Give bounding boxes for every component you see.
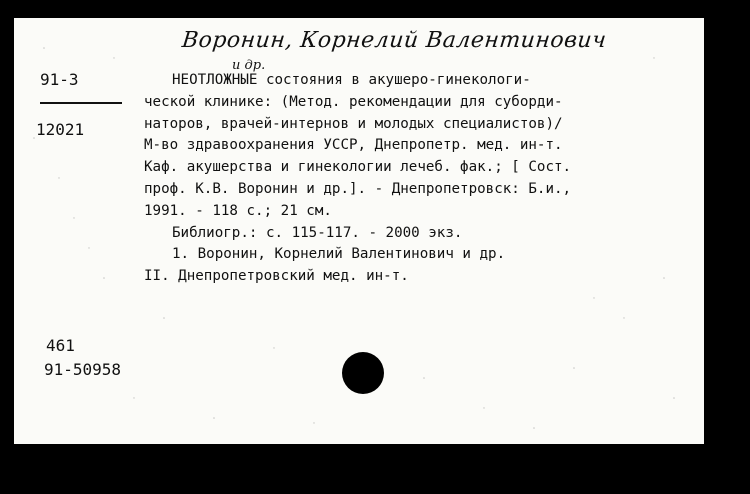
bibliographic-description [144, 70, 694, 288]
shelf-mark-divider [40, 102, 122, 104]
call-number-1: 461 [46, 336, 75, 355]
heading-note: и др. [232, 58, 266, 73]
description-line: Библиогр.: с. 115-117. - 2000 экз. [172, 224, 463, 241]
description-line: Каф. акушерства и гинекологии лечеб. фак.; [ Сост. [144, 159, 572, 176]
punch-hole [342, 352, 384, 394]
shelf-mark-bottom: 12021 [36, 120, 85, 139]
description-line: проф. К.В. Воронин и др.]. - Днепропетровск: Б.и., [144, 180, 572, 197]
description-line: М-во здравоохранения УССР, Днепропетр. мед. ин-т. [144, 137, 563, 154]
shelf-mark-top: 91-3 [40, 70, 79, 89]
author-heading: Воронин, Корнелий Валентинович [180, 28, 608, 53]
description-line: 1991. - 118 с.; 21 см. [144, 202, 332, 219]
description-line: ческой клинике: (Метод. рекомендации для суборди- [144, 93, 563, 110]
description-line: НЕОТЛОЖНЫЕ состояния в акушеро-гинекологи- [172, 72, 531, 88]
description-line: наторов, врачей-интернов и молодых специалистов)/ [144, 115, 563, 132]
call-number-2: 91-50958 [44, 360, 122, 379]
description-line: 1. Воронин, Корнелий Валентинович и др. [172, 246, 506, 263]
catalog-card [14, 18, 704, 444]
description-line: II. Днепропетровский мед. ин-т. [144, 268, 409, 285]
